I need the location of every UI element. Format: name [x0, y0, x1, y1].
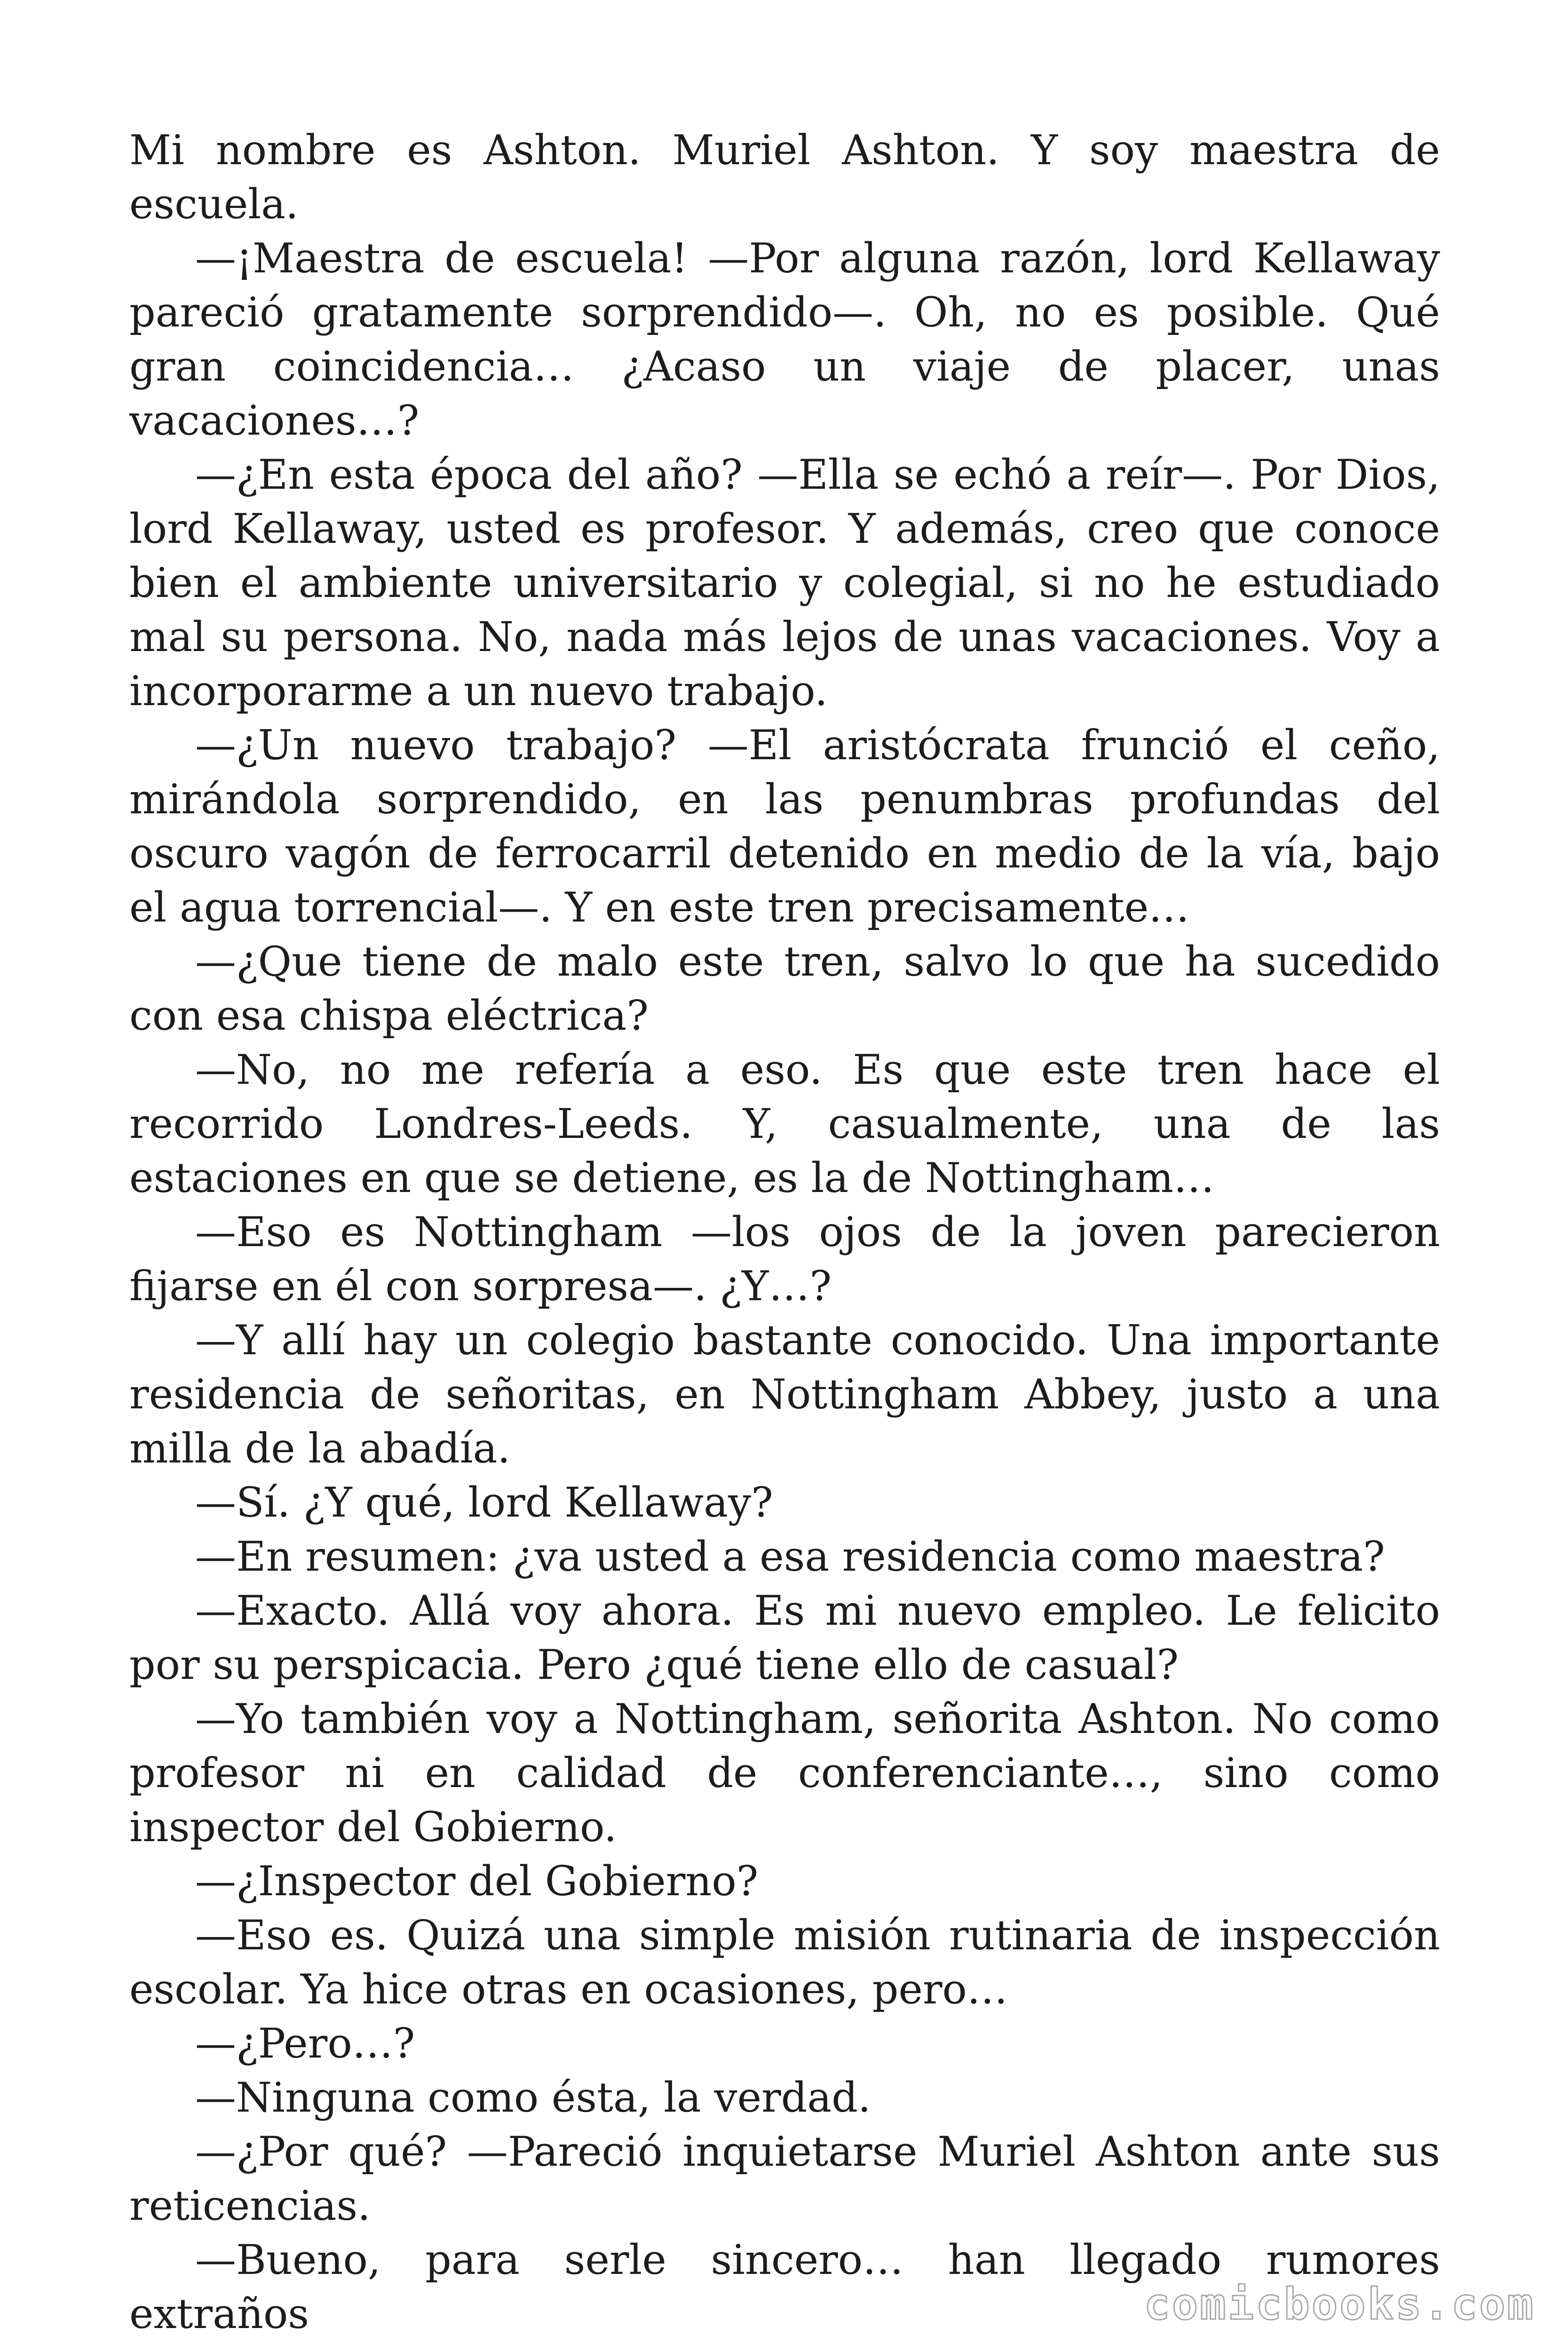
- paragraph: —¿Un nuevo trabajo? —El aristócrata frunció el ceño, mirándola sorprendido, en las penumbras profundas del oscuro vagón de ferrocarril detenido en medio de la vía, bajo el agua torrencial—. Y en este tren precisamente…: [129, 721, 1440, 931]
- paragraph: —¿Que tiene de malo este tren, salvo lo que ha sucedido con esa chispa eléctrica?: [129, 938, 1440, 1040]
- paragraph: —Exacto. Allá voy ahora. Es mi nuevo empleo. Le felicito por su perspicacia. Pero ¿qué tiene ello de casual?: [129, 1587, 1440, 1689]
- paragraph: —Yo también voy a Nottingham, señorita Ashton. No como profesor ni en calidad de conferenciante…, sino como inspector del Gobierno.: [129, 1695, 1440, 1851]
- paragraph: —Sí. ¿Y qué, lord Kellaway?: [195, 1478, 773, 1526]
- paragraph: —Y allí hay un colegio bastante conocido. Una importante residencia de señoritas, en Nottingham Abbey, justo a una milla de la abadía.: [129, 1316, 1440, 1472]
- paragraph: —¿Por qué? —Pareció inquietarse Muriel Ashton ante sus reticencias.: [129, 2128, 1440, 2230]
- paragraph: —No, no me refería a eso. Es que este tren hace el recorrido Londres-Leeds. Y, casualmente, una de las estaciones en que se detiene, es la de Nottingham…: [129, 1046, 1440, 1202]
- paragraph: —¡Maestra de escuela! —Por alguna razón, lord Kellaway pareció gratamente sorprendido—. Oh, no es posible. Qué gran coincidencia… ¿Acaso un viaje de placer, unas vacaciones…?: [129, 234, 1440, 445]
- paragraph: —¿En esta época del año? —Ella se echó a reír—. Por Dios, lord Kellaway, usted es profesor. Y además, creo que conoce bien el ambiente universitario y colegial, si no he estudiado mal su persona. No, nada más lejos de unas vacaciones. Voy a incorporarme a un nuevo trabajo.: [129, 451, 1440, 715]
- paragraph: —Bueno, para serle sincero… han llegado rumores extraños: [129, 2236, 1440, 2338]
- paragraph: —En resumen: ¿va usted a esa residencia como maestra?: [195, 1533, 1385, 1581]
- paragraph: Mi nombre es Ashton. Muriel Ashton. Y soy maestra de escuela.: [129, 126, 1440, 228]
- paragraph: —¿Inspector del Gobierno?: [195, 1857, 759, 1905]
- paragraph: —Ninguna como ésta, la verdad.: [195, 2074, 871, 2122]
- paragraph: —Eso es Nottingham —los ojos de la joven parecieron fijarse en él con sorpresa—. ¿Y…?: [129, 1208, 1440, 1310]
- watermark: comicbooks.com: [1144, 2279, 1535, 2329]
- paragraph: —¿Pero…?: [195, 2019, 415, 2067]
- paragraph: —Eso es. Quizá una simple misión rutinaria de inspección escolar. Ya hice otras en ocasiones, pero…: [129, 1911, 1440, 2013]
